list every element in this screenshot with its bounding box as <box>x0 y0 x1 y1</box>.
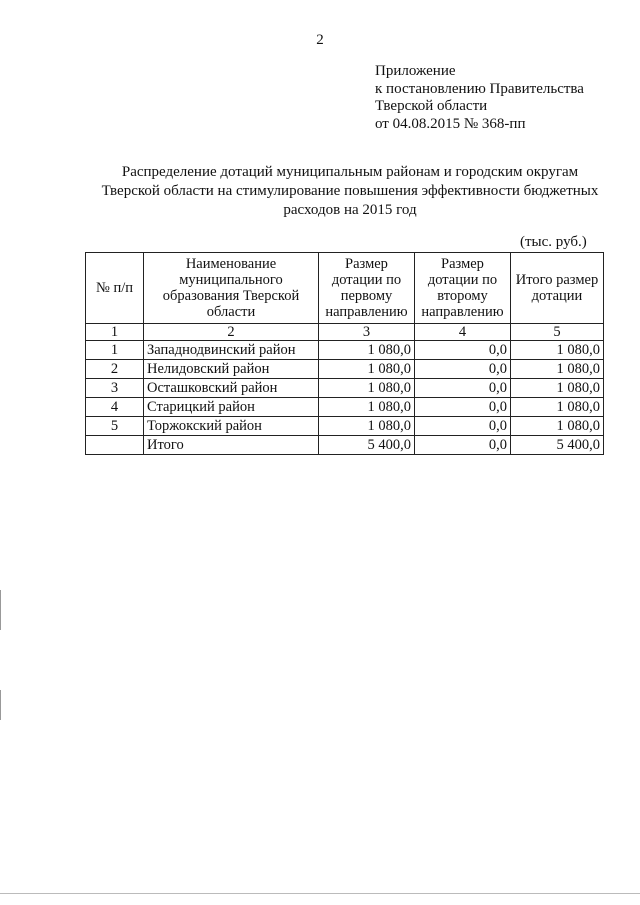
table-row <box>86 341 604 360</box>
header-first-direction: Размер дотации по первому направлению <box>319 253 415 324</box>
total-value: 1 080,0 <box>511 379 604 398</box>
column-number-row <box>86 324 604 341</box>
column-number: 1 <box>86 324 144 341</box>
total-value: 1 080,0 <box>511 417 604 436</box>
appendix-line: к постановлению Правительства <box>375 80 584 97</box>
column-number: 3 <box>319 324 415 341</box>
second-direction-value: 0,0 <box>415 360 511 379</box>
table-row <box>86 398 604 417</box>
second-direction-value: 0,0 <box>415 398 511 417</box>
second-direction-value: 0,0 <box>415 379 511 398</box>
table-row <box>86 360 604 379</box>
document-title <box>60 163 640 220</box>
second-direction-value: 0,0 <box>415 417 511 436</box>
grant-distribution-table <box>85 252 604 455</box>
header-number: № п/п <box>86 253 144 324</box>
appendix-block <box>375 63 584 133</box>
municipality-name: Осташковский район <box>144 379 319 398</box>
row-number: 2 <box>86 360 144 379</box>
row-number: 4 <box>86 398 144 417</box>
header-municipality: Наименование муниципального образования Тверской области <box>144 253 319 324</box>
municipality-name: Нелидовский район <box>144 360 319 379</box>
total-row <box>86 436 604 455</box>
row-number: 1 <box>86 341 144 360</box>
table-header-row <box>86 253 604 324</box>
column-number: 5 <box>511 324 604 341</box>
municipality-name: Торжокский район <box>144 417 319 436</box>
appendix-line: от 04.08.2015 № 368-пп <box>375 115 526 132</box>
first-direction-total: 5 400,0 <box>319 436 415 455</box>
scan-edge-mark <box>0 690 1 720</box>
table-row <box>86 379 604 398</box>
scan-bottom-edge <box>0 893 640 894</box>
header-second-direction: Размер дотации по второму направлению <box>415 253 511 324</box>
appendix-line: Тверской области <box>375 98 488 114</box>
appendix-line: Приложение <box>375 63 456 79</box>
municipality-name: Западнодвинский район <box>144 341 319 360</box>
first-direction-value: 1 080,0 <box>319 360 415 379</box>
second-direction-value: 0,0 <box>415 341 511 360</box>
total-value: 1 080,0 <box>511 341 604 360</box>
total-label: Итого <box>144 436 319 455</box>
table-row <box>86 417 604 436</box>
grand-total: 5 400,0 <box>511 436 604 455</box>
scan-edge-mark <box>0 590 1 630</box>
title-line: расходов на 2015 год <box>283 202 417 218</box>
second-direction-total: 0,0 <box>415 436 511 455</box>
row-number <box>86 436 144 455</box>
column-number: 4 <box>415 324 511 341</box>
municipality-name: Старицкий район <box>144 398 319 417</box>
first-direction-value: 1 080,0 <box>319 341 415 360</box>
page-number: 2 <box>316 32 324 48</box>
title-line: Распределение дотаций муниципальным районам и городским округам <box>121 164 579 180</box>
row-number: 5 <box>86 417 144 436</box>
first-direction-value: 1 080,0 <box>319 379 415 398</box>
column-number: 2 <box>144 324 319 341</box>
header-total: Итого размер дотации <box>511 253 604 324</box>
first-direction-value: 1 080,0 <box>319 398 415 417</box>
total-value: 1 080,0 <box>511 360 604 379</box>
first-direction-value: 1 080,0 <box>319 417 415 436</box>
total-value: 1 080,0 <box>511 398 604 417</box>
units-label: (тыс. руб.) <box>520 234 587 250</box>
row-number: 3 <box>86 379 144 398</box>
title-line: Тверской области на стимулирование повышения эффективности бюджетных <box>101 183 599 199</box>
